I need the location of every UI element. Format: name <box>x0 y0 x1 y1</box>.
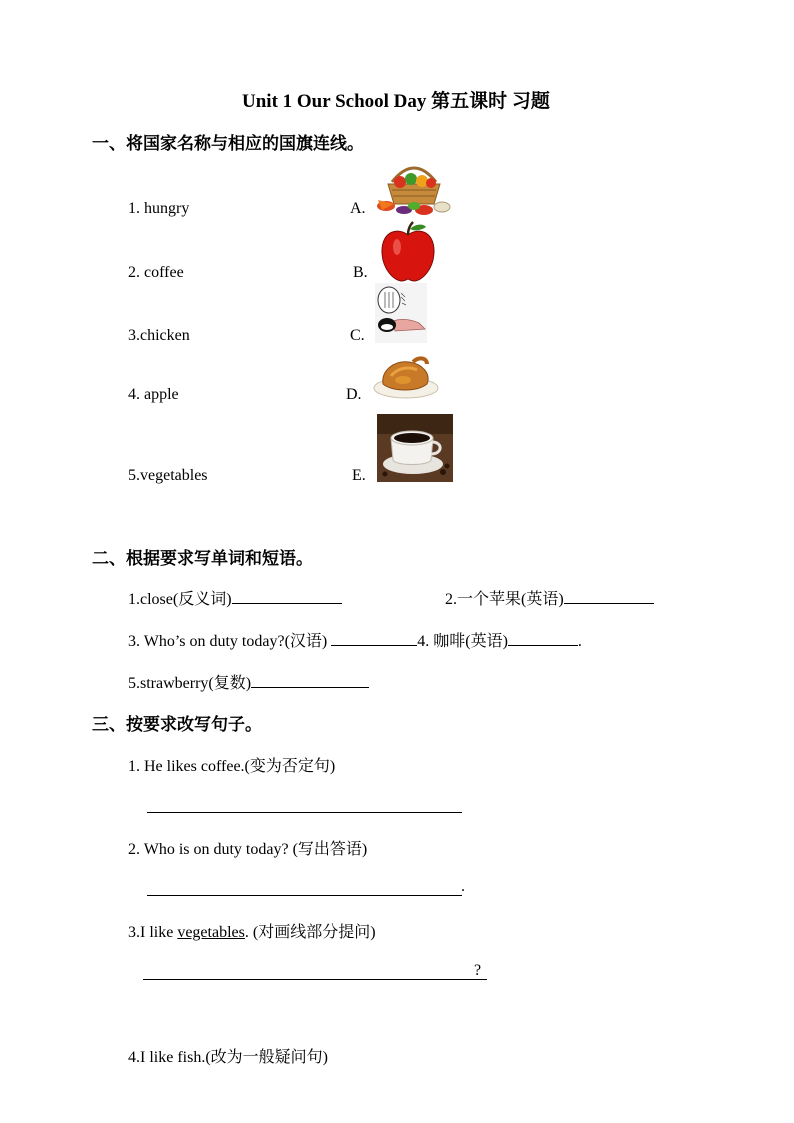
match-left-5: 5.vegetables <box>128 467 208 484</box>
answer-blank-2[interactable] <box>564 589 654 604</box>
rewrite-q1: 1. He likes coffee.(变为否定句) <box>128 758 336 775</box>
rewrite-q2: 2. Who is on duty today? (写出答语) <box>128 841 368 858</box>
answer-line-1[interactable] <box>147 812 462 813</box>
word-q5 <box>128 670 369 693</box>
word-q4-text: 4. 咖啡(英语) <box>417 633 508 650</box>
word-q5-text: 5.strawberry(复数) <box>128 675 252 692</box>
match-right-e: E. <box>352 467 366 484</box>
answer-blank-3[interactable] <box>331 631 417 646</box>
section-3-heading: 三、按要求改写句子。 <box>92 715 262 734</box>
match-left-2: 2. coffee <box>128 264 184 281</box>
word-q2-text: 2.一个苹果(英语) <box>445 591 564 608</box>
page-title: Unit 1 Our School Day 第五课时 习题 <box>242 91 550 112</box>
word-q1-text: 1.close(反义词) <box>128 591 232 608</box>
rewrite-q3-post: . (对画线部分提问) <box>244 924 376 941</box>
rewrite-q3-underlined-word: vegetables <box>177 924 245 941</box>
match-right-a: A. <box>350 200 366 217</box>
match-right-d: D. <box>346 386 362 403</box>
match-right-c: C. <box>350 327 365 344</box>
answer-blank-1[interactable] <box>232 589 342 604</box>
word-q2 <box>445 586 654 609</box>
answer-blank-4[interactable] <box>508 631 578 646</box>
word-q4-end: . <box>577 633 582 650</box>
match-left-1: 1. hungry <box>128 200 190 217</box>
word-q1 <box>128 586 342 609</box>
rewrite-q4: 4.I like fish.(改为一般疑问句) <box>128 1049 328 1066</box>
answer-blank-5[interactable] <box>251 673 369 688</box>
answer-line-3[interactable] <box>143 979 487 980</box>
coffee-cup-image <box>377 414 453 482</box>
match-left-4: 4. apple <box>128 386 179 403</box>
word-q3 <box>128 628 582 651</box>
answer-line-2-end: . <box>461 878 465 895</box>
match-left-3: 3.chicken <box>128 327 190 344</box>
roast-chicken-image <box>373 350 439 400</box>
answer-line-3-end: ? <box>474 962 482 979</box>
rewrite-q3-pre: 3.I like <box>128 924 178 941</box>
hungry-cartoon-image <box>375 283 427 343</box>
word-q3-text: 3. Who’s on duty today?(汉语) <box>128 633 328 650</box>
answer-line-2[interactable] <box>147 895 462 896</box>
red-apple-image <box>380 221 436 283</box>
section-1-heading: 一、将国家名称与相应的国旗连线。 <box>92 134 364 153</box>
match-right-b: B. <box>353 264 368 281</box>
rewrite-q3 <box>128 919 376 942</box>
vegetable-basket-image <box>374 160 454 216</box>
section-2-heading: 二、根据要求写单词和短语。 <box>92 549 313 568</box>
